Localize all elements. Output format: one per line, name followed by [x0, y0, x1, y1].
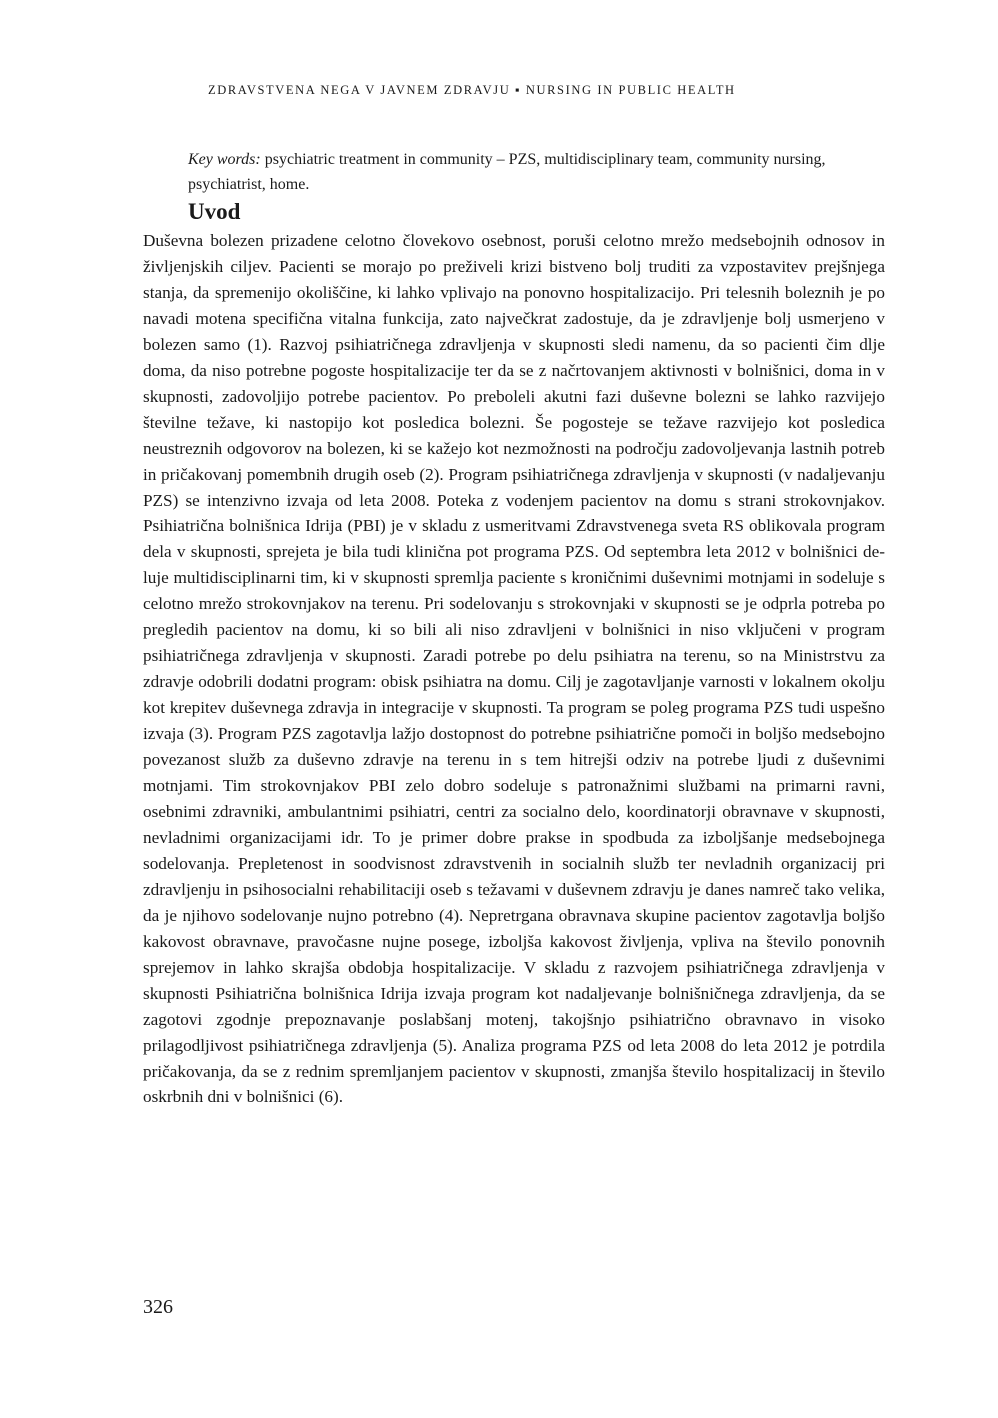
body-paragraph: Duševna bolezen prizadene celotno človekovo osebnost, poruši celotno mrežo medsebojnih odnosov in življenjskih ciljev. Pacienti se morajo po preživeli krizi bistveno bolj truditi za vzpostavitev prejšnjega stanja, da spremenijo okoliščine, ki lahko vplivajo na ponovno hospitalizacijo. Pri telesnih boleznih je po navadi motena specifična vitalna funkcija, zato največkrat zadostuje, da je zdravljenje bolj usmerjeno v bolezen samo (1). Razvoj psihiatričnega zdravljenja v skupnosti sledi namenu, da so pacienti čim dlje doma, da niso potrebne pogoste hospitalizacije ter da se z načrtovanjem aktivnosti v bolnišnici, doma in v skupnosti, zadovoljijo potrebe pacientov. Po preboleli akutni fazi duševne bolezni se lahko razvijejo številne težave, ki nastopijo kot posledica bolezni. Še pogosteje se težave razvijejo kot posledica neustreznih odgovorov na bolezen, ki se kažejo kot nezmožnosti na področju zadovoljevanja lastnih potreb in pričakovanj pomembnih drugih oseb (2). Program psihiatričnega zdravljenja v skupnosti (v nadaljevanju PZS) se intenzivno izvaja od leta 2008. Poteka z vodenjem pacientov na domu s strani strokovnjakov. Psihiatrična bolnišnica Idrija (PBI) je v skladu z usmeritvami Zdravstvenega sveta RS oblikovala program dela v skupnosti, sprejeta je bila tudi klinična pot programa PZS. Od septembra leta 2012 v bolnišnici deluje multidisciplinarni tim, ki v skupnosti spremlja paciente s kroničnimi duševnimi motnjami in sodeluje s celotno mrežo strokovnjakov na terenu. Pri sodelovanju s strokovnjaki v skupnosti se je odprla potreba po pregledih pacientov na domu, ki so bili ali niso zdravljeni v bolnišnici in niso vključeni v program psihiatričnega zdravljenja v skupnosti. Zaradi potrebe po delu psihiatra na terenu, so na Ministrstvu za zdravje odobrili dodatni program: obisk psihiatra na domu. Cilj je zagotavljanje varnosti v lokalnem okolju kot krepitev duševnega zdravja in integracije v skupnosti. Ta program se poleg programa PZS tudi uspešno izvaja (3). Program PZS zagotavlja lažjo dostopnost do potrebne psihiatrične pomoči in boljšo medsebojno povezanost služb za duševno zdravje na terenu in s tem hitrejši odziv na potrebe ljudi z duševnimi motnjami. Tim strokovnjakov PBI zelo dobro sodeluje s patronažnimi službami na primarni ravni, osebnimi zdravniki, ambulantnimi psihiatri, centri za socialno delo, koordinatorji obravnave v skupnosti, nevladnimi organizacijami idr. To je primer dobre prakse in spodbuda za izboljšanje medsebojnega sodelovanja. Prepletenost in soodvisnost zdravstvenih in socialnih služb ter nevladnih organizacij pri zdravljenju in psihosocialni rehabilitaciji oseb s težavami v duševnem zdravju je danes namreč tako velika, da je njihovo sodelovanje nujno potrebno (4). Nepretrgana obravnava skupine pacientov zagotavlja boljšo kakovost obravnave, pravočasne nujne posege, izboljša kakovost življenja, vpliva na število ponovnih sprejemov in lahko skrajša obdobja hospitalizacije. V skladu z razvojem psihiatričnega zdravljenja v skupnosti Psihiatrična bolnišnica Idrija izvaja program kot nadaljevanje bolnišničnega zdravljenja, da se zagotovi zgodnje prepoznavanje poslabšanj motenj, takojšnjo psihiatrično obravnavo in visoko prilagodljivost psihiatričnega zdravljenja (5). Analiza programa PZS od leta 2008 do leta 2012 je potrdila pričakovanja, da se z rednim spremljanjem pacientov v skupnosti, zmanjša število hospitalizacij in število oskrbnih dni v bolnišnici (6). [143, 231, 885, 1107]
keywords-label: Key words: [188, 151, 261, 168]
running-header: ZDRAVSTVENA NEGA V JAVNEM ZDRAVJU ▪ NURSING IN PUBLIC HEALTH [208, 83, 736, 97]
keywords-paragraph [188, 147, 848, 197]
page-number: 326 [143, 1296, 173, 1318]
section-heading: Uvod [188, 199, 241, 224]
keywords-text: psychiatric treatment in community – PZS, multidisciplinary team, community nursing, psychiatrist, home. [188, 151, 826, 193]
